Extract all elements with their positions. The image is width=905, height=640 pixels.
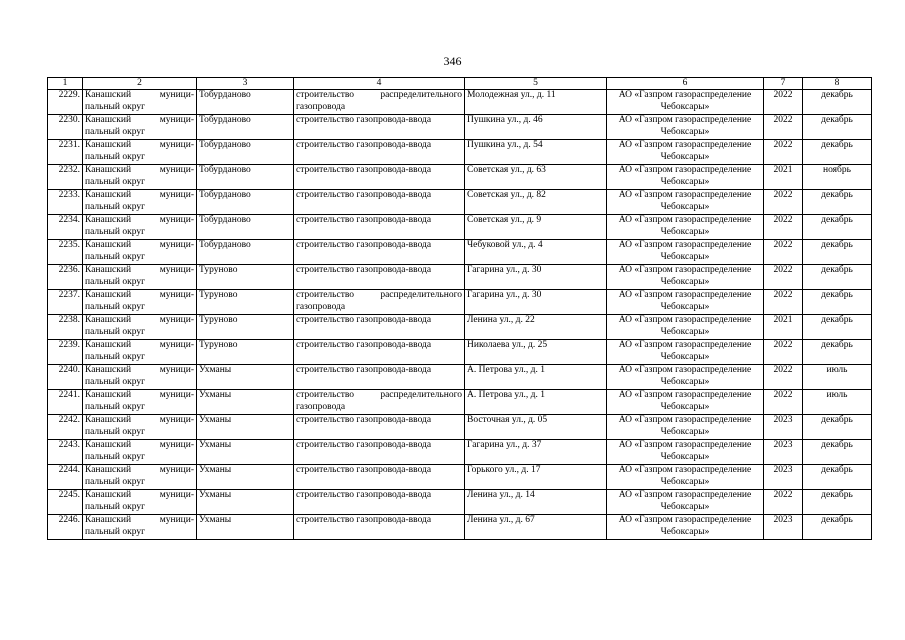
month-cell: декабрь bbox=[803, 265, 872, 290]
address-cell: Восточная ул., д. 05 bbox=[465, 415, 607, 440]
organization-line-2: Чебоксары» bbox=[660, 451, 710, 462]
district-line-2: пальный округ bbox=[85, 501, 146, 512]
organization-line-1: АО «Газпром газораспределение bbox=[618, 115, 752, 125]
organization-line-1: АО «Газпром газораспределение bbox=[618, 140, 752, 150]
district-line-1: Канашский муници- bbox=[85, 315, 194, 325]
district-cell bbox=[83, 390, 197, 415]
table-row bbox=[48, 440, 872, 465]
column-header-5: 5 bbox=[465, 78, 607, 90]
month-cell: декабрь bbox=[803, 90, 872, 115]
work-cell: строительство газопровода-ввода bbox=[294, 340, 465, 365]
address-cell: Ленина ул., д. 22 bbox=[465, 315, 607, 340]
district-cell bbox=[83, 440, 197, 465]
work-line-1: строительство распределительного bbox=[296, 290, 462, 300]
year-cell: 2022 bbox=[764, 340, 803, 365]
village-cell: Туруново bbox=[197, 265, 294, 290]
district-line-2: пальный округ bbox=[85, 251, 146, 262]
organization-line-2: Чебоксары» bbox=[660, 501, 710, 512]
table-row bbox=[48, 215, 872, 240]
month-cell: декабрь bbox=[803, 115, 872, 140]
work-cell: строительство газопровода-ввода bbox=[294, 165, 465, 190]
year-cell: 2022 bbox=[764, 240, 803, 265]
month-cell: декабрь bbox=[803, 415, 872, 440]
table-row bbox=[48, 165, 872, 190]
row-number: 2245. bbox=[48, 490, 83, 515]
address-cell: Гагарина ул., д. 30 bbox=[465, 265, 607, 290]
table-row bbox=[48, 415, 872, 440]
village-cell: Тобурданово bbox=[197, 215, 294, 240]
column-header-2: 2 bbox=[83, 78, 197, 90]
village-cell: Тобурданово bbox=[197, 190, 294, 215]
table-row bbox=[48, 515, 872, 540]
district-line-1: Канашский муници- bbox=[85, 290, 194, 300]
organization-line-1: АО «Газпром газораспределение bbox=[618, 190, 752, 200]
district-line-2: пальный округ bbox=[85, 151, 146, 162]
column-header-8: 8 bbox=[803, 78, 872, 90]
page-number: 346 bbox=[443, 54, 462, 68]
organization-line-2: Чебоксары» bbox=[660, 126, 710, 137]
month-cell: декабрь bbox=[803, 465, 872, 490]
district-cell bbox=[83, 140, 197, 165]
work-cell bbox=[294, 90, 465, 115]
table-row bbox=[48, 240, 872, 265]
organization-cell bbox=[607, 265, 764, 290]
year-cell: 2021 bbox=[764, 315, 803, 340]
village-cell: Туруново bbox=[197, 315, 294, 340]
work-line-2: газопровода bbox=[296, 301, 346, 312]
table-header-row bbox=[48, 78, 872, 90]
address-cell: Гагарина ул., д. 37 bbox=[465, 440, 607, 465]
village-cell: Туруново bbox=[197, 290, 294, 315]
district-line-2: пальный округ bbox=[85, 101, 146, 112]
organization-line-2: Чебоксары» bbox=[660, 176, 710, 187]
organization-line-2: Чебоксары» bbox=[660, 376, 710, 387]
village-cell: Тобурданово bbox=[197, 115, 294, 140]
row-number: 2239. bbox=[48, 340, 83, 365]
work-cell: строительство газопровода-ввода bbox=[294, 490, 465, 515]
address-cell: А. Петрова ул., д. 1 bbox=[465, 365, 607, 390]
organization-cell bbox=[607, 440, 764, 465]
organization-line-1: АО «Газпром газораспределение bbox=[618, 490, 752, 500]
organization-line-2: Чебоксары» bbox=[660, 151, 710, 162]
organization-line-2: Чебоксары» bbox=[660, 226, 710, 237]
year-cell: 2023 bbox=[764, 440, 803, 465]
organization-cell bbox=[607, 465, 764, 490]
row-number: 2238. bbox=[48, 315, 83, 340]
district-line-2: пальный округ bbox=[85, 526, 146, 537]
village-cell: Туруново bbox=[197, 340, 294, 365]
table-row bbox=[48, 290, 872, 315]
row-number: 2235. bbox=[48, 240, 83, 265]
work-cell: строительство газопровода-ввода bbox=[294, 140, 465, 165]
district-line-2: пальный округ bbox=[85, 201, 146, 212]
column-header-4: 4 bbox=[294, 78, 465, 90]
village-cell: Ухманы bbox=[197, 490, 294, 515]
table-row bbox=[48, 465, 872, 490]
work-cell: строительство газопровода-ввода bbox=[294, 315, 465, 340]
row-number: 2244. bbox=[48, 465, 83, 490]
organization-line-2: Чебоксары» bbox=[660, 276, 710, 287]
table-row bbox=[48, 490, 872, 515]
district-cell bbox=[83, 215, 197, 240]
organization-cell bbox=[607, 290, 764, 315]
month-cell: ноябрь bbox=[803, 165, 872, 190]
year-cell: 2022 bbox=[764, 90, 803, 115]
year-cell: 2022 bbox=[764, 215, 803, 240]
row-number: 2241. bbox=[48, 390, 83, 415]
organization-line-1: АО «Газпром газораспределение bbox=[618, 365, 752, 375]
district-cell bbox=[83, 265, 197, 290]
organization-line-1: АО «Газпром газораспределение bbox=[618, 215, 752, 225]
district-line-1: Канашский муници- bbox=[85, 390, 194, 400]
row-number: 2242. bbox=[48, 415, 83, 440]
address-cell: Горького ул., д. 17 bbox=[465, 465, 607, 490]
organization-cell bbox=[607, 190, 764, 215]
month-cell: декабрь bbox=[803, 515, 872, 540]
district-line-2: пальный округ bbox=[85, 276, 146, 287]
row-number: 2231. bbox=[48, 140, 83, 165]
year-cell: 2022 bbox=[764, 365, 803, 390]
row-number: 2232. bbox=[48, 165, 83, 190]
row-number: 2246. bbox=[48, 515, 83, 540]
organization-cell bbox=[607, 165, 764, 190]
organization-line-2: Чебоксары» bbox=[660, 251, 710, 262]
district-cell bbox=[83, 490, 197, 515]
district-line-2: пальный округ bbox=[85, 301, 146, 312]
organization-cell bbox=[607, 490, 764, 515]
month-cell: декабрь bbox=[803, 315, 872, 340]
table-row bbox=[48, 115, 872, 140]
organization-line-1: АО «Газпром газораспределение bbox=[618, 415, 752, 425]
work-cell: строительство газопровода-ввода bbox=[294, 415, 465, 440]
village-cell: Тобурданово bbox=[197, 90, 294, 115]
organization-line-2: Чебоксары» bbox=[660, 351, 710, 362]
organization-line-1: АО «Газпром газораспределение bbox=[618, 315, 752, 325]
district-line-1: Канашский муници- bbox=[85, 90, 194, 100]
district-line-2: пальный округ bbox=[85, 401, 146, 412]
address-cell: Пушкина ул., д. 54 bbox=[465, 140, 607, 165]
address-cell: Пушкина ул., д. 46 bbox=[465, 115, 607, 140]
organization-line-1: АО «Газпром газораспределение bbox=[618, 290, 752, 300]
address-cell: А. Петрова ул., д. 1 bbox=[465, 390, 607, 415]
village-cell: Тобурданово bbox=[197, 240, 294, 265]
work-cell: строительство газопровода-ввода bbox=[294, 515, 465, 540]
month-cell: декабрь bbox=[803, 215, 872, 240]
district-line-1: Канашский муници- bbox=[85, 215, 194, 225]
address-cell: Советская ул., д. 63 bbox=[465, 165, 607, 190]
district-line-2: пальный округ bbox=[85, 476, 146, 487]
row-number: 2237. bbox=[48, 290, 83, 315]
district-line-2: пальный округ bbox=[85, 176, 146, 187]
month-cell: декабрь bbox=[803, 490, 872, 515]
work-cell: строительство газопровода-ввода bbox=[294, 190, 465, 215]
organization-cell bbox=[607, 515, 764, 540]
village-cell: Ухманы bbox=[197, 515, 294, 540]
organization-cell bbox=[607, 140, 764, 165]
organization-cell bbox=[607, 415, 764, 440]
row-number: 2233. bbox=[48, 190, 83, 215]
district-cell bbox=[83, 465, 197, 490]
district-line-2: пальный округ bbox=[85, 126, 146, 137]
district-line-1: Канашский муници- bbox=[85, 465, 194, 475]
organization-cell bbox=[607, 340, 764, 365]
work-cell: строительство газопровода-ввода bbox=[294, 265, 465, 290]
organization-line-2: Чебоксары» bbox=[660, 426, 710, 437]
district-cell bbox=[83, 290, 197, 315]
organization-line-2: Чебоксары» bbox=[660, 476, 710, 487]
month-cell: декабрь bbox=[803, 290, 872, 315]
organization-line-2: Чебоксары» bbox=[660, 101, 710, 112]
address-cell: Гагарина ул., д. 30 bbox=[465, 290, 607, 315]
district-line-1: Канашский муници- bbox=[85, 340, 194, 350]
row-number: 2234. bbox=[48, 215, 83, 240]
work-line-1: строительство распределительного bbox=[296, 90, 462, 100]
organization-line-1: АО «Газпром газораспределение bbox=[618, 465, 752, 475]
year-cell: 2022 bbox=[764, 390, 803, 415]
district-line-2: пальный округ bbox=[85, 326, 146, 337]
organization-cell bbox=[607, 390, 764, 415]
month-cell: июль bbox=[803, 365, 872, 390]
work-line-1: строительство распределительного bbox=[296, 390, 462, 400]
organization-line-2: Чебоксары» bbox=[660, 301, 710, 312]
organization-cell bbox=[607, 365, 764, 390]
table-row bbox=[48, 265, 872, 290]
village-cell: Ухманы bbox=[197, 390, 294, 415]
gas-registry-table bbox=[47, 77, 872, 540]
work-cell: строительство газопровода-ввода bbox=[294, 440, 465, 465]
village-cell: Ухманы bbox=[197, 440, 294, 465]
district-cell bbox=[83, 365, 197, 390]
address-cell: Николаева ул., д. 25 bbox=[465, 340, 607, 365]
work-cell: строительство газопровода-ввода bbox=[294, 365, 465, 390]
work-cell: строительство газопровода-ввода bbox=[294, 115, 465, 140]
village-cell: Ухманы bbox=[197, 415, 294, 440]
district-line-1: Канашский муници- bbox=[85, 115, 194, 125]
address-cell: Советская ул., д. 82 bbox=[465, 190, 607, 215]
address-cell: Ленина ул., д. 14 bbox=[465, 490, 607, 515]
district-line-1: Канашский муници- bbox=[85, 265, 194, 275]
table-row bbox=[48, 90, 872, 115]
month-cell: декабрь bbox=[803, 240, 872, 265]
district-line-2: пальный округ bbox=[85, 451, 146, 462]
organization-line-2: Чебоксары» bbox=[660, 526, 710, 537]
table-row bbox=[48, 315, 872, 340]
column-header-1: 1 bbox=[48, 78, 83, 90]
district-cell bbox=[83, 240, 197, 265]
district-cell bbox=[83, 115, 197, 140]
organization-line-1: АО «Газпром газораспределение bbox=[618, 240, 752, 250]
year-cell: 2022 bbox=[764, 140, 803, 165]
organization-line-2: Чебоксары» bbox=[660, 326, 710, 337]
district-cell bbox=[83, 415, 197, 440]
district-cell bbox=[83, 165, 197, 190]
organization-line-2: Чебоксары» bbox=[660, 201, 710, 212]
district-line-2: пальный округ bbox=[85, 351, 146, 362]
organization-line-1: АО «Газпром газораспределение bbox=[618, 390, 752, 400]
column-header-7: 7 bbox=[764, 78, 803, 90]
row-number: 2243. bbox=[48, 440, 83, 465]
district-line-1: Канашский муници- bbox=[85, 440, 194, 450]
district-line-1: Канашский муници- bbox=[85, 165, 194, 175]
district-line-1: Канашский муници- bbox=[85, 190, 194, 200]
month-cell: июль bbox=[803, 390, 872, 415]
district-line-1: Канашский муници- bbox=[85, 490, 194, 500]
year-cell: 2023 bbox=[764, 465, 803, 490]
district-line-1: Канашский муници- bbox=[85, 240, 194, 250]
district-cell bbox=[83, 90, 197, 115]
column-header-3: 3 bbox=[197, 78, 294, 90]
organization-line-1: АО «Газпром газораспределение bbox=[618, 340, 752, 350]
organization-cell bbox=[607, 240, 764, 265]
organization-line-1: АО «Газпром газораспределение bbox=[618, 440, 752, 450]
district-line-1: Канашский муници- bbox=[85, 515, 194, 525]
district-line-1: Канашский муници- bbox=[85, 415, 194, 425]
table-row bbox=[48, 340, 872, 365]
district-cell bbox=[83, 190, 197, 215]
table-row bbox=[48, 390, 872, 415]
work-line-2: газопровода bbox=[296, 101, 346, 112]
address-cell: Ленина ул., д. 67 bbox=[465, 515, 607, 540]
row-number: 2229. bbox=[48, 90, 83, 115]
work-cell: строительство газопровода-ввода bbox=[294, 465, 465, 490]
month-cell: декабрь bbox=[803, 190, 872, 215]
year-cell: 2022 bbox=[764, 115, 803, 140]
organization-line-2: Чебоксары» bbox=[660, 401, 710, 412]
year-cell: 2022 bbox=[764, 290, 803, 315]
year-cell: 2021 bbox=[764, 165, 803, 190]
address-cell: Чебуковой ул., д. 4 bbox=[465, 240, 607, 265]
district-line-2: пальный округ bbox=[85, 376, 146, 387]
organization-cell bbox=[607, 90, 764, 115]
district-cell bbox=[83, 515, 197, 540]
row-number: 2236. bbox=[48, 265, 83, 290]
organization-cell bbox=[607, 215, 764, 240]
village-cell: Тобурданово bbox=[197, 165, 294, 190]
row-number: 2230. bbox=[48, 115, 83, 140]
table-row bbox=[48, 365, 872, 390]
year-cell: 2023 bbox=[764, 415, 803, 440]
organization-line-1: АО «Газпром газораспределение bbox=[618, 90, 752, 100]
address-cell: Советская ул., д. 9 bbox=[465, 215, 607, 240]
column-header-6: 6 bbox=[607, 78, 764, 90]
table-row bbox=[48, 190, 872, 215]
organization-cell bbox=[607, 315, 764, 340]
district-line-1: Канашский муници- bbox=[85, 365, 194, 375]
row-number: 2240. bbox=[48, 365, 83, 390]
district-line-1: Канашский муници- bbox=[85, 140, 194, 150]
district-cell bbox=[83, 315, 197, 340]
year-cell: 2022 bbox=[764, 265, 803, 290]
village-cell: Тобурданово bbox=[197, 140, 294, 165]
organization-line-1: АО «Газпром газораспределение bbox=[618, 165, 752, 175]
month-cell: декабрь bbox=[803, 140, 872, 165]
organization-line-1: АО «Газпром газораспределение bbox=[618, 515, 752, 525]
work-cell bbox=[294, 290, 465, 315]
table-body bbox=[48, 90, 872, 540]
address-cell: Молодежная ул., д. 11 bbox=[465, 90, 607, 115]
year-cell: 2022 bbox=[764, 490, 803, 515]
organization-line-1: АО «Газпром газораспределение bbox=[618, 265, 752, 275]
district-line-2: пальный округ bbox=[85, 426, 146, 437]
table-row bbox=[48, 140, 872, 165]
organization-cell bbox=[607, 115, 764, 140]
work-cell: строительство газопровода-ввода bbox=[294, 240, 465, 265]
village-cell: Ухманы bbox=[197, 365, 294, 390]
work-cell bbox=[294, 390, 465, 415]
work-line-2: газопровода bbox=[296, 401, 346, 412]
month-cell: декабрь bbox=[803, 440, 872, 465]
district-cell bbox=[83, 340, 197, 365]
year-cell: 2023 bbox=[764, 515, 803, 540]
district-line-2: пальный округ bbox=[85, 226, 146, 237]
year-cell: 2022 bbox=[764, 190, 803, 215]
village-cell: Ухманы bbox=[197, 465, 294, 490]
month-cell: декабрь bbox=[803, 340, 872, 365]
work-cell: строительство газопровода-ввода bbox=[294, 215, 465, 240]
